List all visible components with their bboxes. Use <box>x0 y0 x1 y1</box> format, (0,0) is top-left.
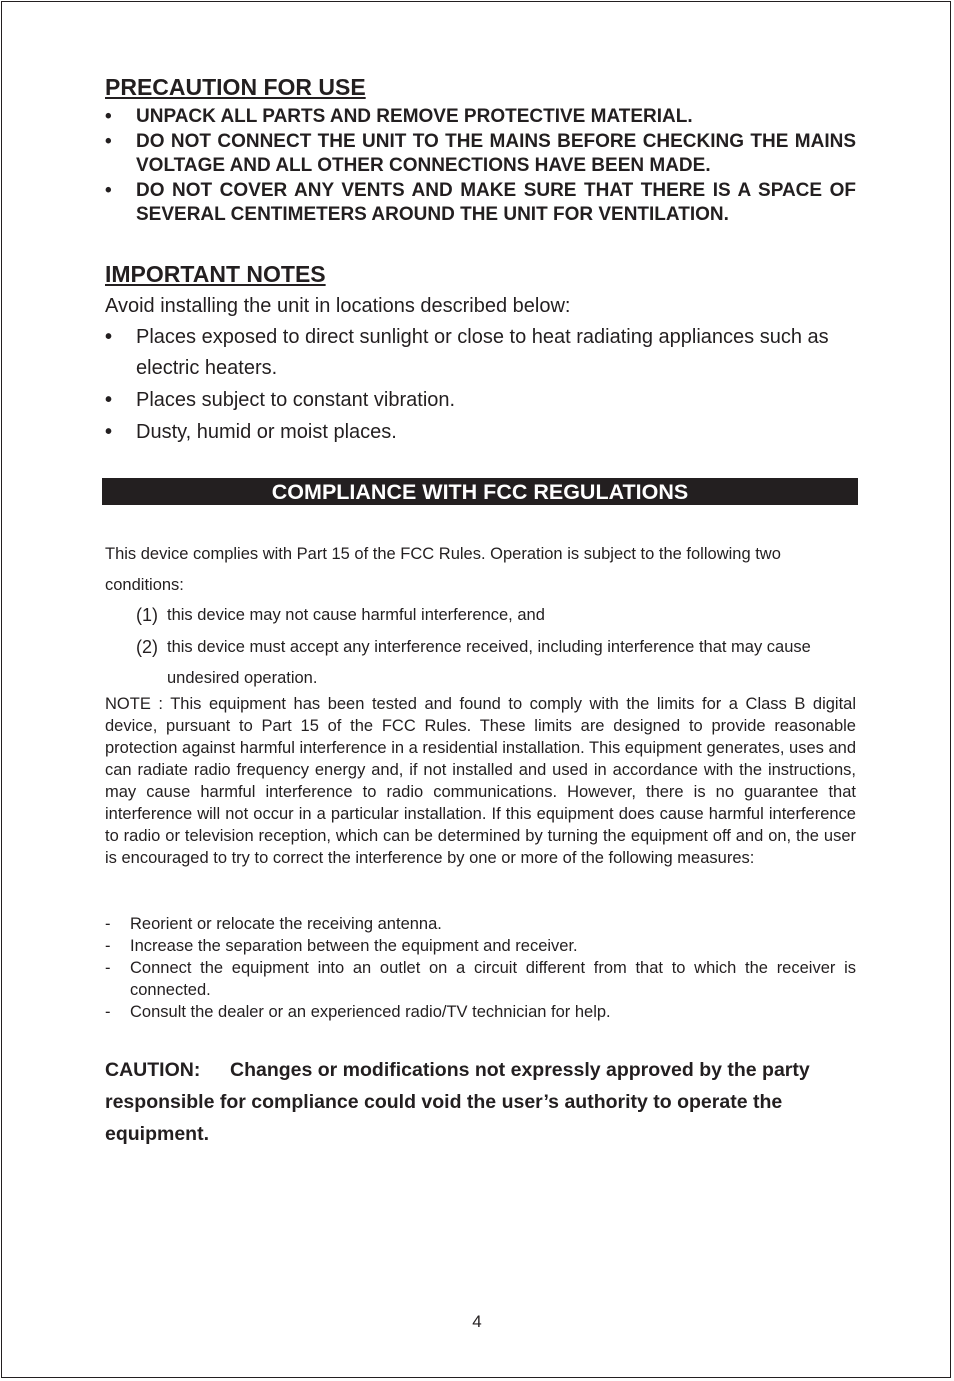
list-item: - Increase the separation between the equipment and receiver. <box>105 937 578 955</box>
bullet: • <box>105 131 112 152</box>
bullet: • <box>105 106 112 127</box>
dash-bullet: - <box>105 1003 111 1021</box>
caution-text: Changes or modifications not expressly approved by the party responsible for compliance could void the user’s authority to operate the equipment. <box>105 1059 810 1145</box>
measures-list <box>105 913 856 1023</box>
list-item: • Places subject to constant vibration. <box>105 385 856 416</box>
important-notes-list <box>105 322 856 449</box>
bullet: • <box>105 326 113 348</box>
condition-item <box>136 600 856 631</box>
dash-bullet: - <box>105 959 111 977</box>
dash-bullet: - <box>105 937 111 955</box>
condition-item <box>136 632 856 694</box>
list-item: - Reorient or relocate the receiving antenna. <box>105 915 442 933</box>
important-notes-intro: Avoid installing the unit in locations described below: <box>105 295 571 317</box>
caution-label: CAUTION: <box>105 1059 201 1081</box>
list-item: • UNPACK ALL PARTS AND REMOVE PROTECTIVE MATERIAL. <box>105 106 693 127</box>
bullet: • <box>105 389 113 411</box>
important-notes-title: IMPORTANT NOTES <box>105 261 326 287</box>
fcc-banner: COMPLIANCE WITH FCC REGULATIONS <box>102 478 858 505</box>
list-item: • Dusty, humid or moist places. <box>105 417 856 448</box>
condition-number: (2) <box>136 637 158 657</box>
list-item: - Connect the equipment into an outlet on a circuit different from that to which the receiver is connected. <box>105 959 856 999</box>
precaution-title: PRECAUTION FOR USE <box>105 74 366 100</box>
fcc-note: NOTE : This equipment has been tested and found to comply with the limits for a Class B digital device, pursuant to Part 15 of the FCC Rules. These limits are designed to provide reasonable protection against harmful interference in a residential installation. This equipment generates, uses and can radiate radio frequency energy and, if not installed and used in accordance with the instructions, may cause harmful interference to radio communications. However, there is no guarantee that interference will not occur in a particular installation. If this equipment does cause harmful interference to radio or television reception, which can be determined by turning the equipment off and on, the user is encouraged to try to correct the interference by one or more of the following measures: <box>105 695 856 867</box>
page-number: 4 <box>472 1312 482 1331</box>
list-item: • DO NOT COVER ANY VENTS AND MAKE SURE THAT THERE IS A SPACE OF SEVERAL CENTIMETERS AROUND THE UNIT FOR VENTILATION. <box>105 180 856 225</box>
dash-bullet: - <box>105 915 111 933</box>
condition-text: this device must accept any interference received, including interference that may cause undesired operation. <box>167 638 811 687</box>
precaution-list <box>105 105 856 228</box>
bullet: • <box>105 421 113 443</box>
bullet: • <box>105 180 112 201</box>
list-item: • Places exposed to direct sunlight or close to heat radiating appliances such as electric heaters. <box>105 322 856 384</box>
list-item: - Consult the dealer or an experienced radio/TV technician for help. <box>105 1003 611 1021</box>
condition-number: (1) <box>136 605 158 625</box>
condition-text: this device may not cause harmful interference, and <box>167 606 545 624</box>
caution-notice <box>105 1054 856 1150</box>
list-item: • DO NOT CONNECT THE UNIT TO THE MAINS BEFORE CHECKING THE MAINS VOLTAGE AND ALL OTHER CONNECTIONS HAVE BEEN MADE. <box>105 131 856 176</box>
fcc-intro: This device complies with Part 15 of the FCC Rules. Operation is subject to the following two conditions: <box>105 545 781 594</box>
